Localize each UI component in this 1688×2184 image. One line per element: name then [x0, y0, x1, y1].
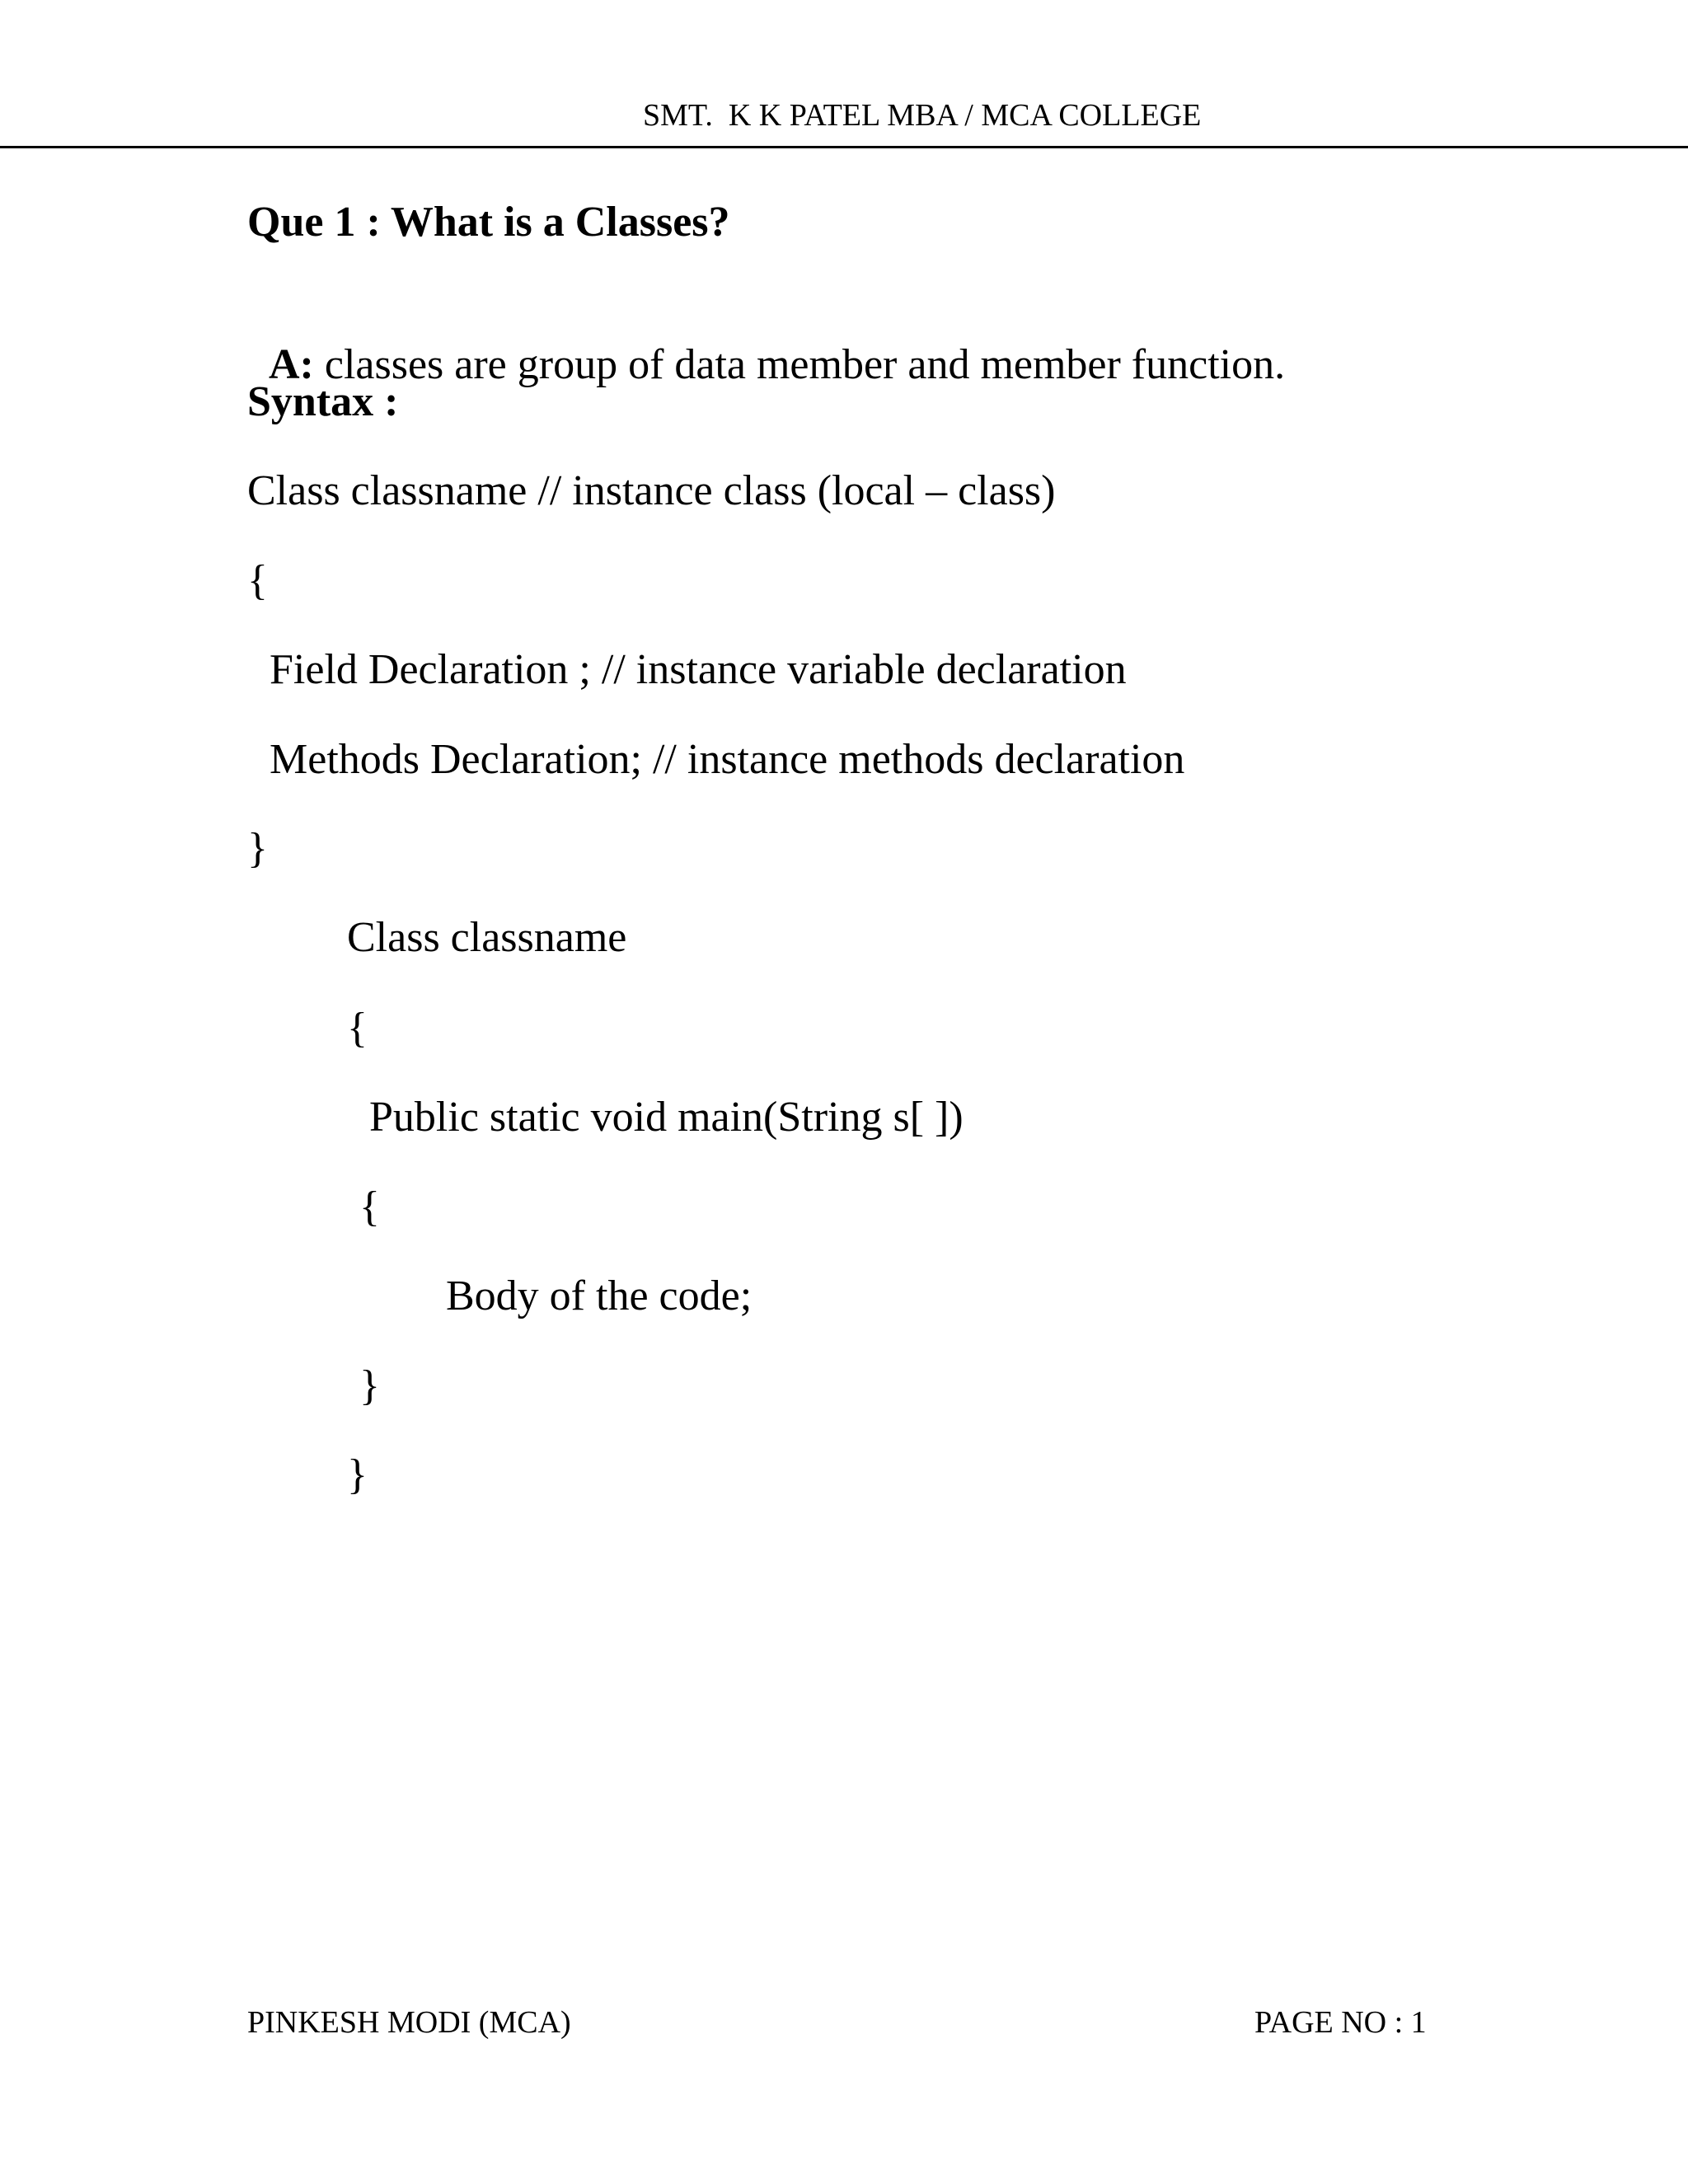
header-divider	[0, 146, 1688, 148]
example-line-body: Body of the code;	[446, 1272, 753, 1319]
footer-author: PINKESH MODI (MCA)	[247, 2005, 571, 2040]
example-line-open-brace: {	[347, 1005, 368, 1052]
footer-page-number: PAGE NO : 1	[1254, 2005, 1427, 2040]
syntax-line-close-brace: }	[247, 825, 268, 872]
example-line-main-open-brace: {	[359, 1183, 380, 1230]
syntax-line-open-brace: {	[247, 557, 268, 604]
answer-line	[247, 286, 1285, 391]
syntax-line-methods: Methods Declaration; // instance methods declaration	[270, 736, 1185, 783]
syntax-label: Syntax :	[247, 378, 399, 425]
answer-text: classes are group of data member and member function.	[313, 341, 1286, 388]
answer-label: A:	[269, 341, 314, 388]
example-line-close-brace: }	[347, 1451, 368, 1498]
syntax-line-class: Class classname // instance class (local – class)	[247, 467, 1056, 514]
example-line-main: Public static void main(String s[ ])	[369, 1094, 964, 1141]
example-line-class: Class classname	[347, 914, 627, 961]
syntax-line-field: Field Declaration ; // instance variable declaration	[270, 646, 1127, 693]
college-header: SMT. K K PATEL MBA / MCA COLLEGE	[643, 98, 1202, 133]
example-line-main-close-brace: }	[359, 1362, 380, 1409]
question-title: Que 1 : What is a Classes?	[247, 199, 730, 246]
